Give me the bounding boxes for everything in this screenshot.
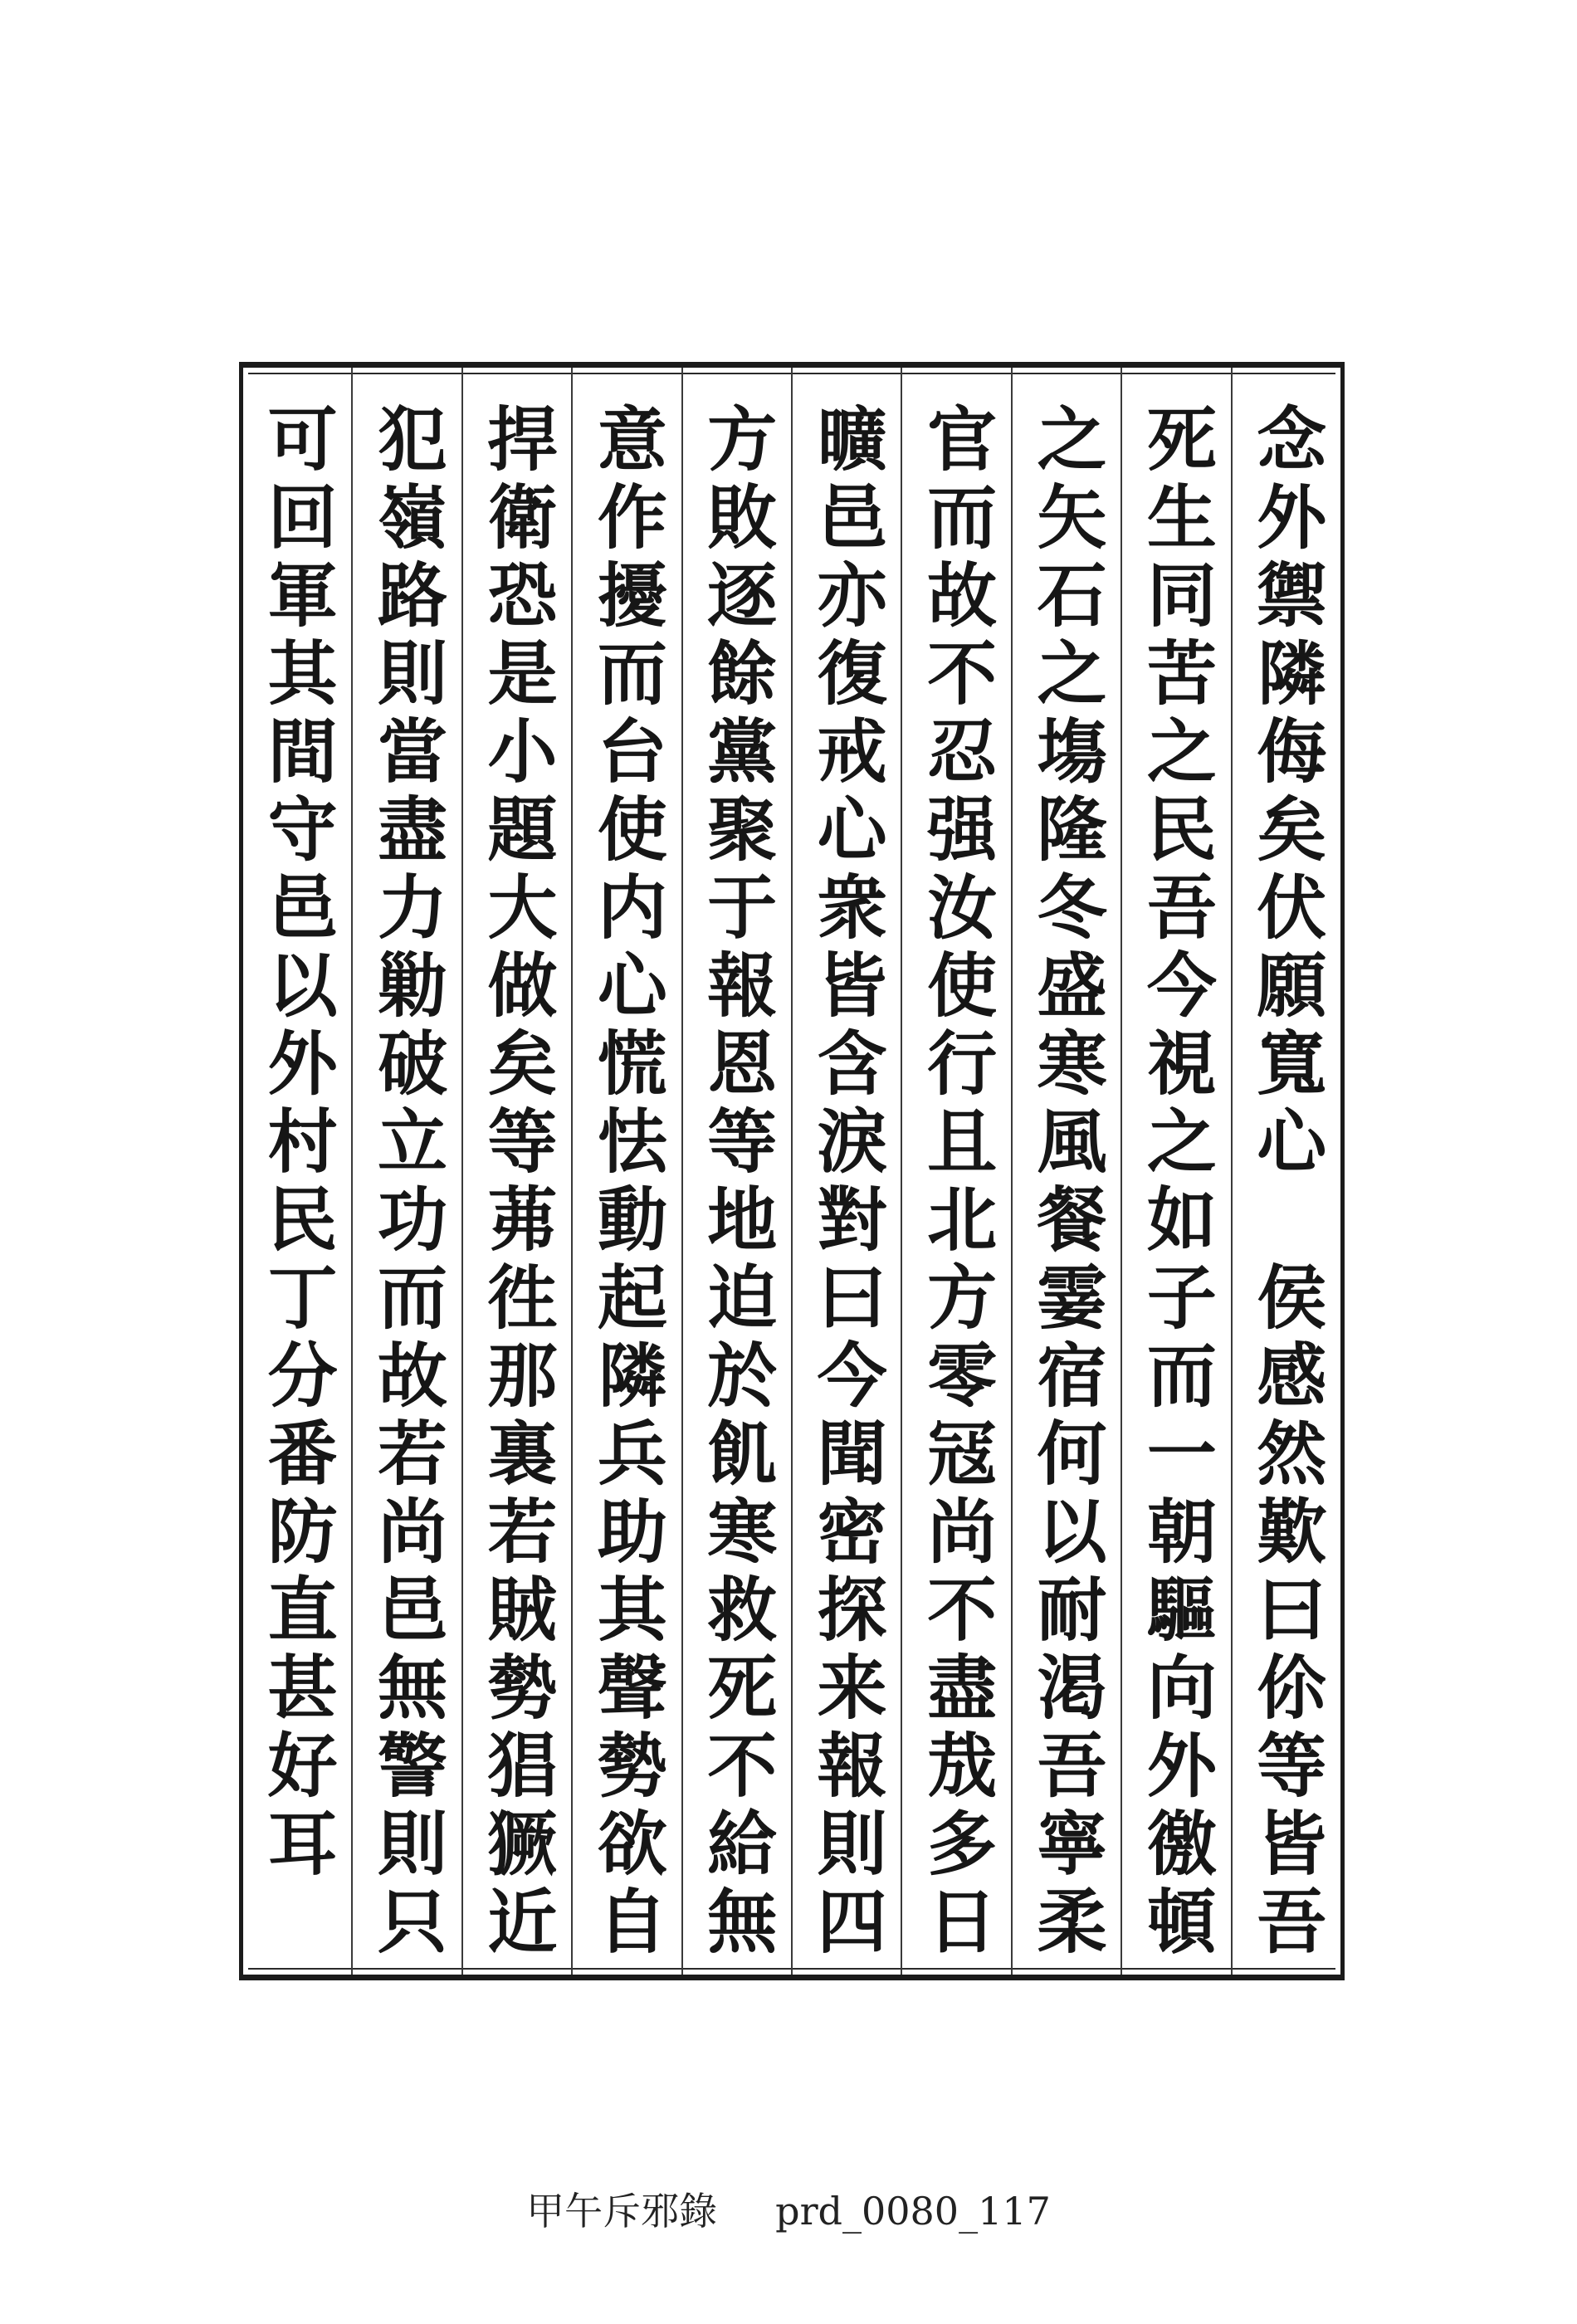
page-caption [0,2181,1577,2236]
text-column-8 [461,368,571,1975]
book-title: 甲午斥邪錄 [526,2189,718,2234]
column-text: 捍衛恐是小題大做矣等茀徃那裏若賊勢猖獗近 [476,403,559,1963]
column-text: 官而故不忍强汝使行且北方零冦尚不盡㦲多日 [915,403,998,1963]
column-text: 犯嶺路則當盡力勦破立功而故若尚邑無警則只 [366,403,449,1963]
column-text: 死生同苦之民吾今視之如子而一朝驅向外徼頓 [1135,403,1218,1963]
text-column-7 [571,368,681,1975]
text-column-3 [1011,368,1120,1975]
text-column-9 [351,368,461,1975]
text-column-4 [901,368,1010,1975]
text-columns [243,368,1340,1975]
column-text: 之矢石之塲隆冬盛寒風餐霎宿何以耐渇吾寧柔 [1025,403,1108,1963]
text-column-5 [791,368,901,1975]
column-text: 曠邑亦復戒心衆皆含淚對曰今聞密探来報則四 [806,403,889,1963]
text-column-1 [1231,368,1340,1975]
column-text: 意作擾而台使内心慌怯動起隣兵助其聲勢欲自 [586,403,669,1963]
text-frame [239,362,1345,1980]
text-column-10 [243,368,351,1975]
column-text: 念外禦隣侮矣伏願寬心 侯感然歎曰伱等皆吾 [1245,403,1328,1963]
text-column-6 [681,368,791,1975]
text-column-2 [1120,368,1230,1975]
column-text: 可回軍其間守邑以外村民丁分番防直甚好耳 [256,403,339,1885]
page-code: prd_0080_117 [775,2189,1051,2234]
column-text: 方敗逐餘黨聚于報恩等地迫於飢寒救死不給無 [696,403,779,1963]
